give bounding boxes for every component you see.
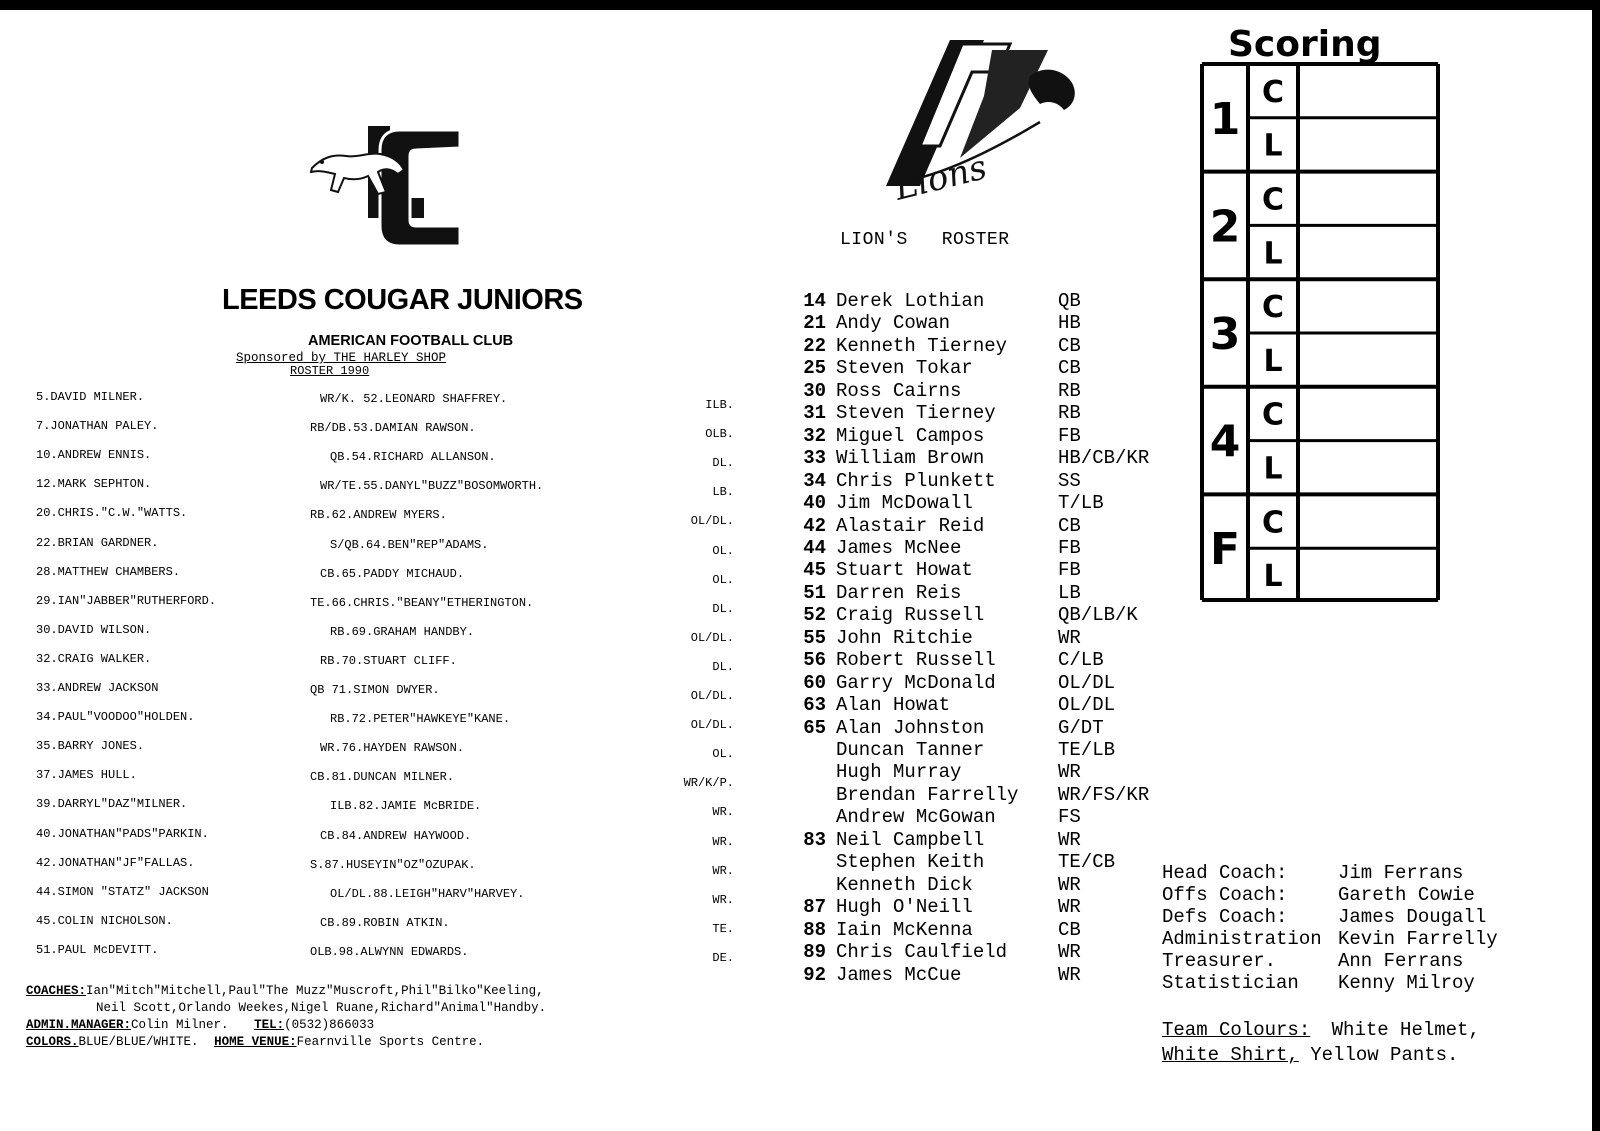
coaches-list-1: Ian"Mitch"Mitchell,Paul"The Muzz"Muscroft,Phil"Bilko"Keeling,: [86, 984, 544, 998]
lions-staff-row: [1162, 862, 1463, 884]
lions-player-name: Alan Johnston: [836, 716, 985, 739]
lions-player-name: Brendan Farrelly: [836, 783, 1019, 806]
lions-staff-row: [1162, 928, 1498, 950]
lions-player-row: [780, 874, 1081, 897]
cougar-player-left: 7.JONATHAN PALEY.: [36, 419, 159, 434]
lions-player-position: FB: [1058, 536, 1081, 559]
cougar-player-middle: S.87.HUSEYIN"OZ"OZUPAK.: [310, 857, 476, 872]
lions-player-row: [780, 627, 1081, 650]
lions-player-row: [780, 964, 1081, 987]
lions-player-row: [780, 694, 1115, 717]
lions-player-number: 92: [803, 963, 826, 986]
cougar-player-position: DL.: [712, 456, 734, 471]
staff-role: Statistician: [1162, 972, 1299, 994]
cougar-logo: [310, 118, 470, 248]
lions-player-row: [780, 470, 1081, 493]
lions-player-name: Neil Campbell: [836, 828, 985, 851]
score-entry-cell[interactable]: [1300, 120, 1436, 170]
cougar-player-middle: RB.70.STUART CLIFF.: [320, 653, 457, 668]
cougar-player-middle: S/QB.64.BEN"REP"ADAMS.: [330, 537, 489, 552]
lions-player-position: RB: [1058, 402, 1081, 425]
lions-player-number: 30: [803, 379, 826, 402]
lions-player-name: Chris Caulfield: [836, 941, 1008, 964]
staff-role: Head Coach:: [1162, 862, 1288, 884]
lions-player-number: 83: [803, 828, 826, 851]
lions-player-name: Derek Lothian: [836, 290, 985, 312]
lions-player-row: [780, 559, 1081, 582]
lions-player-position: WR: [1058, 873, 1081, 896]
lions-roster-title: LION'S ROSTER: [840, 230, 1010, 250]
lions-player-position: QB/LB/K: [1058, 604, 1138, 627]
lions-player-position: RB: [1058, 379, 1081, 402]
score-quarter-label: 2: [1209, 201, 1241, 253]
lions-player-position: OL/DL: [1058, 671, 1116, 694]
lions-player-number: 22: [803, 334, 826, 357]
lions-player-row: [780, 357, 1081, 380]
lions-player-position: WR: [1058, 761, 1081, 784]
lions-player-name: Hugh O'Neill: [836, 896, 973, 919]
staff-name: Gareth Cowie: [1338, 884, 1475, 906]
colors-label: COLORS.: [26, 1035, 79, 1049]
lions-player-position: LB: [1058, 581, 1081, 604]
lions-player-name: Hugh Murray: [836, 761, 962, 784]
lions-staff-row: [1162, 906, 1486, 928]
cougar-player-left: 20.CHRIS."C.W."WATTS.: [36, 506, 188, 521]
cougar-player-middle: WR/K. 52.LEONARD SHAFFREY.: [320, 392, 508, 406]
lions-player-name: Steven Tokar: [836, 357, 973, 380]
staff-name: Kenny Milroy: [1338, 972, 1475, 994]
lions-player-position: TE/CB: [1058, 851, 1116, 874]
lions-player-number: 45: [803, 559, 826, 582]
cougar-player-left: 35.BARRY JONES.: [36, 739, 145, 754]
lions-player-number: 52: [803, 604, 826, 627]
lions-player-position: HB: [1058, 312, 1081, 335]
cougar-player-middle: ILB.82.JAMIE McBRIDE.: [330, 799, 482, 814]
lions-staff-row: [1162, 972, 1475, 994]
venue-value: Fearnville Sports Centre.: [296, 1035, 485, 1049]
cougar-player-position: OL.: [712, 543, 734, 558]
score-entry-cell[interactable]: [1300, 443, 1436, 493]
cougar-player-position: DL.: [712, 659, 734, 674]
lions-player-number: 14: [803, 290, 826, 312]
lions-player-row: [780, 739, 1115, 762]
scan-right-edge: [1592, 0, 1600, 1131]
lions-player-row: [780, 582, 1081, 605]
cougar-player-position: OL.: [712, 747, 734, 762]
scan-top-edge: [0, 0, 1600, 10]
coaches-label: COACHES:: [26, 984, 87, 998]
lions-player-row: [780, 829, 1081, 852]
lions-player-name: William Brown: [836, 447, 985, 470]
score-entry-cell[interactable]: [1300, 550, 1436, 600]
lions-player-position: HB/CB/KR: [1058, 447, 1150, 470]
score-row-label: L: [1263, 343, 1283, 379]
lions-staff-row: [1162, 884, 1475, 906]
cougar-player-middle: OLB.98.ALWYNN EDWARDS.: [310, 944, 469, 959]
cougar-club-subtitle: AMERICAN FOOTBALL CLUB: [308, 333, 514, 349]
lions-player-name: Andrew McGowan: [836, 806, 996, 829]
lions-player-name: Ross Cairns: [836, 379, 962, 402]
tel-label: TEL:: [254, 1018, 285, 1032]
lions-player-row: [780, 290, 1081, 313]
lions-player-name: Craig Russell: [836, 604, 985, 627]
cougar-player-left: 42.JONATHAN"JF"FALLAS.: [36, 855, 195, 870]
lions-player-name: John Ritchie: [836, 626, 973, 649]
score-row-label: C: [1261, 182, 1285, 218]
lions-player-position: CB: [1058, 514, 1081, 537]
lions-player-position: WR: [1058, 941, 1081, 964]
score-entry-cell[interactable]: [1300, 389, 1436, 439]
lions-player-name: Kenneth Dick: [836, 873, 973, 896]
cougar-player-position: WR.: [712, 863, 734, 878]
cougar-player-position: WR.: [712, 892, 734, 907]
cougar-player-left: 33.ANDREW JACKSON: [36, 681, 159, 695]
lions-player-row: [780, 649, 1104, 672]
cougar-club-title: LEEDS COUGAR JUNIORS: [222, 284, 583, 316]
cougar-player-left: 40.JONATHAN"PADS"PARKIN.: [36, 826, 209, 841]
cougar-player-position: ILB.: [705, 398, 734, 412]
cougar-coaches-line-2: [96, 1001, 546, 1015]
staff-name: James Dougall: [1338, 906, 1487, 928]
team-colours-pants: Yellow Pants.: [1310, 1044, 1459, 1066]
cougar-player-position: DL.: [712, 601, 734, 616]
lions-player-position: TE/LB: [1058, 739, 1116, 761]
score-row-label: C: [1261, 397, 1285, 433]
lions-player-number: 51: [803, 581, 826, 604]
cougar-player-position: WR.: [712, 834, 734, 849]
lions-player-position: CB: [1058, 918, 1081, 941]
score-entry-cell[interactable]: [1300, 281, 1436, 331]
score-entry-cell[interactable]: [1300, 174, 1436, 224]
cougar-player-middle: CB.65.PADDY MICHAUD.: [320, 566, 465, 581]
team-colours-label: Team Colours:: [1162, 1019, 1311, 1041]
cougar-player-left: 5.DAVID MILNER.: [36, 390, 145, 404]
cougar-player-left: 32.CRAIG WALKER.: [36, 651, 152, 666]
score-entry-cell[interactable]: [1300, 335, 1436, 385]
lions-player-position: FB: [1058, 424, 1081, 447]
cougar-player-left: 45.COLIN NICHOLSON.: [36, 913, 173, 928]
score-entry-cell[interactable]: [1300, 496, 1436, 546]
lions-player-row: [780, 335, 1081, 358]
lions-player-position: WR: [1058, 828, 1081, 851]
cougar-player-left: 10.ANDREW ENNIS.: [36, 448, 152, 463]
cougar-player-middle: CB.89.ROBIN ATKIN.: [320, 915, 450, 930]
lions-player-number: 33: [803, 447, 826, 470]
lions-player-number: 60: [803, 671, 826, 694]
score-quarter-label: 3: [1209, 309, 1241, 360]
lions-player-number: 65: [803, 716, 826, 739]
lions-player-number: 31: [803, 402, 826, 425]
lions-player-row: [780, 717, 1104, 740]
lions-player-position: SS: [1058, 469, 1081, 492]
lions-player-name: Stuart Howat: [836, 559, 973, 582]
cougar-player-middle: OL/DL.88.LEIGH"HARV"HARVEY.: [330, 886, 525, 901]
lions-player-number: 63: [803, 694, 826, 717]
lions-player-number: 89: [803, 941, 826, 964]
staff-name: Jim Ferrans: [1338, 862, 1464, 884]
lions-player-name: Kenneth Tierney: [836, 334, 1008, 357]
score-row-label: C: [1261, 290, 1285, 326]
cougar-player-position: WR.: [712, 805, 734, 820]
lions-player-row: [780, 492, 1104, 515]
score-quarter-label: F: [1209, 524, 1241, 576]
cougar-player-position: OL/DL.: [690, 689, 734, 703]
cougar-player-position: OL/DL.: [690, 514, 734, 529]
lions-player-number: 25: [803, 357, 826, 380]
lions-player-number: 34: [803, 469, 826, 492]
score-row-label: C: [1261, 74, 1285, 110]
score-row-label: L: [1263, 236, 1283, 272]
cougar-player-left: 51.PAUL McDEVITT.: [36, 942, 159, 957]
lions-player-number: 44: [803, 536, 826, 559]
lions-player-row: [780, 784, 1149, 807]
lions-player-row: [780, 672, 1115, 695]
lions-player-position: QB: [1058, 290, 1081, 312]
scoring-grid: [1200, 62, 1440, 604]
cougar-player-middle: RB.62.ANDREW MYERS.: [310, 508, 447, 523]
lions-player-row: [780, 425, 1081, 448]
score-quarter-label: 4: [1209, 416, 1241, 468]
lions-player-number: 21: [803, 312, 826, 335]
colors-value: BLUE/BLUE/WHITE.: [78, 1035, 199, 1049]
lions-player-name: Garry McDonald: [836, 671, 996, 694]
lions-player-row: [780, 380, 1081, 403]
lions-player-position: WR: [1058, 626, 1081, 649]
admin-value: Colin Milner.: [131, 1018, 229, 1032]
cougar-player-left: 44.SIMON "STATZ" JACKSON: [36, 884, 209, 899]
cougar-player-middle: RB.69.GRAHAM HANDBY.: [330, 624, 475, 639]
lions-player-position: WR: [1058, 963, 1081, 986]
team-colours-shirt: White Shirt,: [1162, 1044, 1299, 1066]
cougar-colors-line: [26, 1035, 484, 1049]
staff-role: Defs Coach:: [1162, 906, 1288, 928]
lions-player-name: James McNee: [836, 536, 962, 559]
lions-player-row: [780, 896, 1081, 919]
cougar-player-position: OL.: [712, 572, 734, 587]
cougar-player-left: 12.MARK SEPHTON.: [36, 477, 152, 492]
lions-player-row: [780, 806, 1081, 829]
cougar-player-left: 28.MATTHEW CHAMBERS.: [36, 564, 181, 579]
cougar-player-position: TE.: [712, 921, 734, 936]
lions-player-row: [780, 312, 1081, 335]
lions-player-name: Andy Cowan: [836, 312, 951, 335]
cougar-roster-label: ROSTER 1990: [290, 364, 370, 378]
lions-player-number: 40: [803, 492, 826, 515]
cougar-player-left: 30.DAVID WILSON.: [36, 622, 152, 637]
lions-logo: [880, 36, 1090, 210]
lions-player-position: OL/DL: [1058, 694, 1116, 717]
score-row-label: L: [1263, 451, 1283, 487]
lions-player-position: WR: [1058, 896, 1081, 919]
cougar-player-middle: RB.72.PETER"HAWKEYE"KANE.: [330, 712, 511, 727]
score-entry-cell[interactable]: [1300, 66, 1436, 116]
lions-player-name: Iain McKenna: [836, 918, 973, 941]
lions-staff-row: [1162, 950, 1463, 972]
lions-player-name: Chris Plunkett: [836, 469, 996, 492]
lions-player-position: WR/FS/KR: [1058, 783, 1150, 806]
lions-player-position: CB: [1058, 334, 1081, 357]
team-colours-helmet: White Helmet,: [1331, 1019, 1480, 1041]
lions-player-name: Darren Reis: [836, 581, 962, 604]
cougar-player-left: 39.DARRYL"DAZ"MILNER.: [36, 797, 188, 812]
lions-player-row: [780, 919, 1081, 942]
lions-player-number: 42: [803, 514, 826, 537]
coaches-list-2: Neil Scott,Orlando Weekes,Nigel Ruane,Richard"Animal"Handby.: [96, 1001, 547, 1015]
lions-player-name: Steven Tierney: [836, 402, 996, 425]
lions-player-row: [780, 515, 1081, 538]
staff-role: Offs Coach:: [1162, 884, 1288, 906]
cougar-player-position: OL/DL.: [690, 630, 734, 645]
cougar-player-position: OLB.: [705, 427, 734, 442]
cougar-player-position: WR/K/P.: [683, 776, 734, 791]
scoring-title: Scoring: [1228, 24, 1382, 65]
staff-role: Treasurer.: [1162, 950, 1277, 972]
lions-player-row: [780, 941, 1081, 964]
lions-player-name: Alastair Reid: [836, 514, 985, 537]
lions-player-number: 88: [803, 918, 826, 941]
cougar-player-left: 37.JAMES HULL.: [36, 768, 137, 783]
staff-role: Administration: [1162, 928, 1322, 950]
lions-player-name: Duncan Tanner: [836, 739, 985, 761]
lions-player-number: 56: [803, 649, 826, 672]
score-row-label: L: [1263, 128, 1283, 164]
cougar-player-middle: RB/DB.53.DAMIAN RAWSON.: [310, 421, 476, 436]
cougar-player-middle: WR/TE.55.DANYL"BUZZ"BOSOMWORTH.: [320, 479, 544, 494]
score-row-label: L: [1263, 559, 1283, 595]
score-quarter-label: 1: [1209, 93, 1241, 145]
lions-player-number: 87: [803, 896, 826, 919]
lions-player-position: FS: [1058, 806, 1081, 829]
cougar-sponsor-line: Sponsored by THE HARLEY SHOP: [236, 351, 447, 365]
lions-player-row: [780, 537, 1081, 560]
cougar-player-middle: TE.66.CHRIS."BEANY"ETHERINGTON.: [310, 595, 534, 610]
staff-name: Ann Ferrans: [1338, 950, 1464, 972]
lions-player-row: [780, 604, 1138, 627]
cougar-player-middle: QB 71.SIMON DWYER.: [310, 683, 440, 697]
venue-label: HOME VENUE:: [214, 1035, 297, 1049]
cougar-player-left: 22.BRIAN GARDNER.: [36, 535, 159, 550]
cougar-player-position: LB.: [712, 485, 734, 500]
cougar-player-middle: CB.84.ANDREW HAYWOOD.: [320, 828, 472, 843]
lions-player-number: 55: [803, 626, 826, 649]
lions-player-name: Miguel Campos: [836, 424, 985, 447]
cougar-coaches-line: [26, 984, 544, 998]
team-colours: [1162, 1018, 1562, 1068]
cougar-player-position: DE.: [712, 950, 734, 965]
lions-player-name: Robert Russell: [836, 649, 996, 672]
score-row-label: C: [1261, 505, 1285, 541]
lions-player-name: Alan Howat: [836, 694, 951, 717]
cougar-player-middle: QB.54.RICHARD ALLANSON.: [330, 450, 496, 465]
lions-player-name: James McCue: [836, 963, 962, 986]
lions-player-position: G/DT: [1058, 716, 1104, 739]
cougar-player-middle: CB.81.DUNCAN MILNER.: [310, 770, 455, 785]
lions-player-row: [780, 402, 1081, 425]
lions-player-name: Jim McDowall: [836, 492, 973, 515]
lions-logo-text: Lions: [890, 147, 991, 209]
lions-player-position: T/LB: [1058, 492, 1104, 515]
cougar-player-left: 34.PAUL"VOODOO"HOLDEN.: [36, 710, 195, 725]
lions-player-position: FB: [1058, 559, 1081, 582]
lions-player-position: C/LB: [1058, 649, 1104, 672]
cougar-player-position: OL/DL.: [690, 718, 734, 733]
lions-player-row: [780, 761, 1081, 784]
score-entry-cell[interactable]: [1300, 227, 1436, 277]
cougar-player-middle: WR.76.HAYDEN RAWSON.: [320, 741, 465, 756]
staff-name: Kevin Farrelly: [1338, 928, 1498, 950]
admin-label: ADMIN.MANAGER:: [26, 1018, 132, 1032]
tel-value: (0532)866033: [284, 1018, 375, 1032]
cougar-admin-line: [26, 1018, 374, 1032]
lions-player-row: [780, 851, 1115, 874]
lions-player-number: 32: [803, 424, 826, 447]
lions-player-position: CB: [1058, 357, 1081, 380]
lions-player-row: [780, 447, 1149, 470]
lions-player-name: Stephen Keith: [836, 851, 985, 874]
cougar-player-left: 29.IAN"JABBER"RUTHERFORD.: [36, 593, 217, 608]
